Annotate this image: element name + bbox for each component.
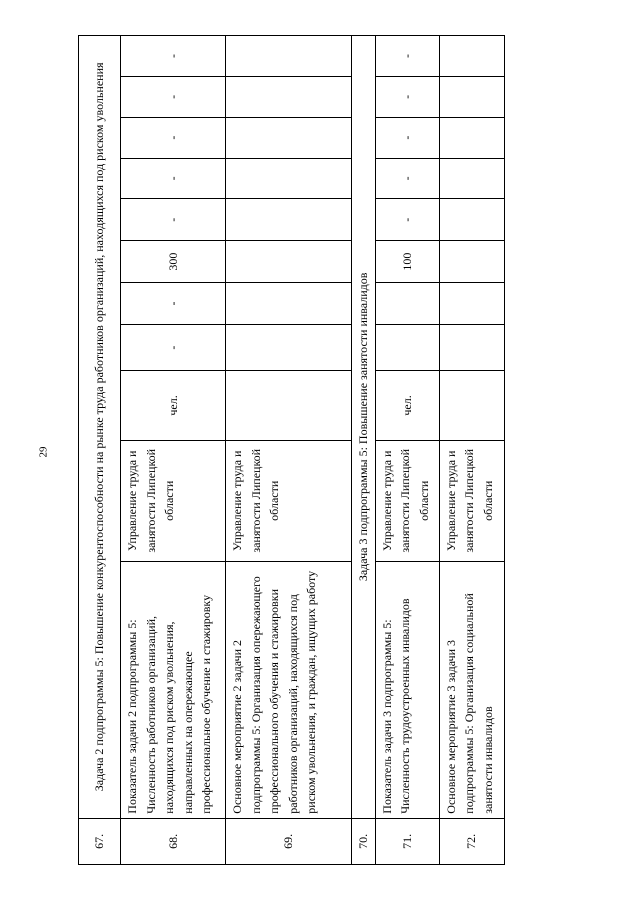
value-cell: 300 — [121, 241, 226, 283]
empty-cell — [226, 117, 352, 158]
empty-cell — [226, 76, 352, 117]
empty-cell — [439, 371, 504, 440]
value-cell: - — [121, 158, 226, 199]
empty-cell — [439, 324, 504, 370]
value-cell: - — [375, 199, 439, 241]
value-cell — [375, 283, 439, 325]
empty-cell — [439, 117, 504, 158]
unit-cell: чел. — [375, 371, 439, 440]
table-row — [375, 36, 439, 865]
executor-cell: Управление труда и занятости Липецкой области — [375, 440, 439, 561]
row-number: 67. — [79, 818, 121, 864]
value-cell: - — [121, 36, 226, 77]
value-cell: - — [121, 199, 226, 241]
empty-cell — [439, 283, 504, 325]
table-row — [79, 36, 121, 865]
value-cell — [375, 324, 439, 370]
value-cell: - — [121, 117, 226, 158]
empty-cell — [226, 283, 352, 325]
table-row — [352, 36, 376, 865]
executor-cell: Управление труда и занятости Липецкой области — [121, 440, 226, 561]
empty-cell — [226, 371, 352, 440]
empty-cell — [439, 199, 504, 241]
measure-name: Основное мероприятие 3 задачи 3 подпрограммы 5: Организация социальной занятости инвалидов — [439, 561, 504, 818]
page-number: 29 — [37, 446, 50, 458]
indicator-name: Показатель задачи 3 подпрограммы 5: Численность трудоустроенных инвалидов — [375, 561, 439, 818]
value-cell: - — [121, 283, 226, 325]
empty-cell — [226, 324, 352, 370]
empty-cell — [439, 36, 504, 77]
table-row — [121, 36, 226, 865]
row-number: 69. — [226, 818, 352, 864]
empty-cell — [439, 241, 504, 283]
empty-cell — [226, 199, 352, 241]
value-cell: - — [375, 158, 439, 199]
empty-cell — [439, 76, 504, 117]
value-cell: 100 — [375, 241, 439, 283]
value-cell: - — [375, 117, 439, 158]
rotated-table-wrapper — [78, 35, 498, 865]
executor-cell: Управление труда и занятости Липецкой области — [439, 440, 504, 561]
row-number: 68. — [121, 818, 226, 864]
empty-cell — [226, 241, 352, 283]
empty-cell — [439, 158, 504, 199]
indicator-name: Показатель задачи 2 подпрограммы 5: Численность работников организаций, находящихся под риском увольнения, направленных на опережающее профессиональное обучение и стажировку — [121, 561, 226, 818]
table-row — [439, 36, 504, 865]
value-cell: - — [375, 76, 439, 117]
empty-cell — [226, 36, 352, 77]
measure-name: Основное мероприятие 2 задачи 2 подпрограммы 5: Организация опережающего профессионального обучения и стажировки работников организаций, находящихся под риском увольнения, и граждан, ищущих работу — [226, 561, 352, 818]
value-cell: - — [375, 36, 439, 77]
row-number: 71. — [375, 818, 439, 864]
task-heading: Задача 2 подпрограммы 5: Повышение конкурентоспособности на рынке труда работников организаций, находящихся под риском увольнения — [79, 36, 121, 819]
program-indicators-table — [78, 35, 505, 865]
task-heading: Задача 3 подпрограммы 5: Повышение занятости инвалидов — [352, 36, 376, 819]
executor-cell: Управление труда и занятости Липецкой области — [226, 440, 352, 561]
table-row — [226, 36, 352, 865]
unit-cell: чел. — [121, 371, 226, 440]
row-number: 72. — [439, 818, 504, 864]
row-number: 70. — [352, 818, 376, 864]
value-cell: - — [121, 76, 226, 117]
value-cell: - — [121, 324, 226, 370]
empty-cell — [226, 158, 352, 199]
